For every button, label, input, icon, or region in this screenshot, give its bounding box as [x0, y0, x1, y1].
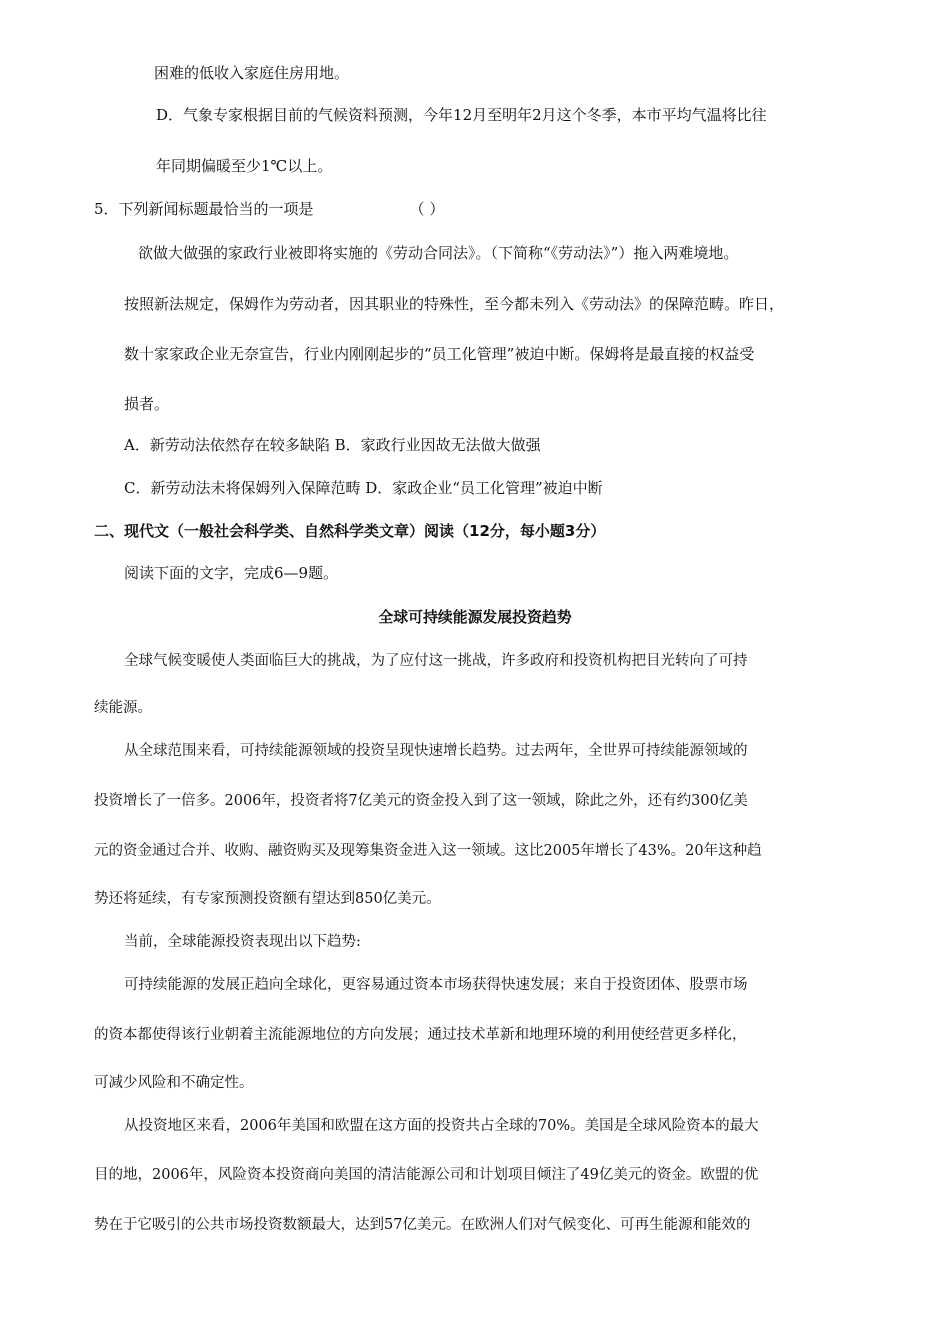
- q5-passage-line: 损者。: [124, 395, 170, 413]
- article-line: 当前，全球能源投资表现出以下趋势:: [124, 934, 361, 950]
- q5-passage-line: 按照新法规定，保姆作为劳动者，因其职业的特殊性，至今都未列入《劳动法》的保障范畴。昨日，: [124, 295, 785, 313]
- article-line: 可持续能源的发展正趋向全球化，更容易通过资本市场获得快速发展；来自于投资团体、股票市场: [124, 977, 748, 993]
- article-line: 可减少风险和不确定性。: [94, 1075, 254, 1091]
- article-line: 从全球范围来看，可持续能源领域的投资呈现快速增长趋势。过去两年，全世界可持续能源领域的: [124, 743, 748, 759]
- q5-stem-text: 5．下列新闻标题最恰当的一项是: [94, 200, 314, 218]
- q4-continuation: 困难的低收入家庭住房用地。: [154, 64, 350, 82]
- section-heading: 二、现代文（一般社会科学类、自然科学类文章）阅读（12分，每小题3分）: [94, 522, 606, 540]
- q4-option-d-line2: 年同期偏暖至少1℃以上。: [156, 157, 333, 175]
- article-line: 目的地，2006年，风险资本投资商向美国的清洁能源公司和计划项目倾注了49亿美元的资金。欧盟的优: [94, 1167, 759, 1183]
- article-line: 的资本都使得该行业朝着主流能源地位的方向发展；通过技术革新和地理环境的利用使经营更多样化，: [94, 1027, 747, 1043]
- q5-passage-line: 欲做大做强的家政行业被即将实施的《劳动合同法》。（下简称“《劳动法》”）拖入两难境地。: [138, 244, 739, 262]
- section-instruction: 阅读下面的文字，完成6—9题。: [124, 564, 339, 582]
- q4-option-d-line1: D．气象专家根据目前的气候资料预测，今年12月至明年2月这个冬季，本市平均气温将比往: [156, 106, 767, 124]
- article-line: 从投资地区来看，2006年美国和欧盟在这方面的投资共占全球的70%。美国是全球风险资本的最大: [124, 1118, 759, 1134]
- article-line: 势在于它吸引的公共市场投资数额最大，达到57亿美元。在欧洲人们对气候变化、可再生能源和能效的: [94, 1217, 751, 1233]
- article-title: 全球可持续能源发展投资趋势: [378, 608, 572, 626]
- q5-answer-blank: （ ）: [409, 200, 445, 218]
- article-line: 全球气候变暖使人类面临巨大的挑战，为了应付这一挑战，许多政府和投资机构把目光转向了可持: [124, 653, 748, 669]
- q5-passage-line: 数十家家政企业无奈宣告，行业内刚刚起步的“员工化管理”被迫中断。保姆将是最直接的权益受: [124, 345, 755, 363]
- q5-options-cd: C．新劳动法未将保姆列入保障范畴 D．家政企业“员工化管理”被迫中断: [124, 479, 603, 497]
- article-line: 续能源。: [94, 700, 152, 716]
- q5-options-ab: A．新劳动法依然存在较多缺陷 B．家政行业因故无法做大做强: [124, 436, 541, 454]
- article-line: 势还将延续，有专家预测投资额有望达到850亿美元。: [94, 891, 441, 907]
- article-line: 元的资金通过合并、收购、融资购买及现筹集资金进入这一领域。这比2005年增长了43%。20年这种趋: [94, 843, 762, 859]
- article-line: 投资增长了一倍多。2006年，投资者将7亿美元的资金投入到了这一领域，除此之外，还有约300亿美: [94, 793, 748, 809]
- q5-stem: [94, 198, 444, 220]
